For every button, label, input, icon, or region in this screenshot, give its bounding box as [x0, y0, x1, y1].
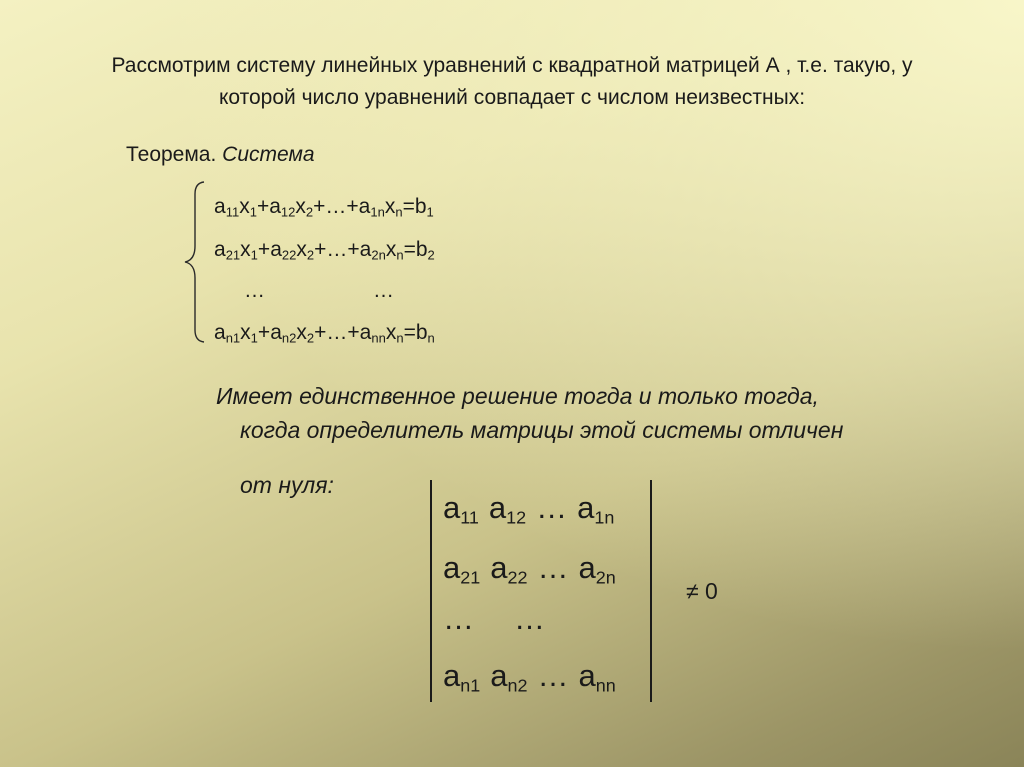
determinant-row-2: $a_{21}$ $a_{22}$ … $a_{2n}$: [443, 550, 616, 588]
intro-line-1: Рассмотрим систему линейных уравнений с квадратной матрицей А , т.е. такую, у: [111, 54, 913, 77]
system-equation-2: $a_{21}x_1+a_{22}x_2+\dots+a_{2n}x_n=b_2$: [214, 238, 435, 263]
not-equal-zero: ≠ 0: [686, 578, 718, 604]
determinant-right-bar: [650, 480, 652, 702]
determinant-row-n: $a_{n1}$ $a_{n2}$ … $a_{nn}$: [443, 658, 616, 696]
theorem-heading: [126, 143, 315, 167]
curly-brace-icon: [182, 180, 208, 344]
theorem-word: Система: [222, 143, 315, 166]
system-ellipsis-row: [244, 280, 394, 301]
theorem-label: Теорема.: [126, 143, 217, 166]
system-ellipsis-left: …: [244, 279, 265, 302]
determinant-row-1: $a_{11}$ $a_{12}$ … $a_{1n}$: [443, 490, 615, 528]
system-equation-1: $a_{11}x_1+a_{12}x_2+\dots+a_{1n}x_n=b_1$: [214, 195, 434, 220]
determinant-ellipsis-right: …: [514, 601, 545, 636]
claim-line-1: Имеет единственное решение тогда и только тогда,: [216, 383, 819, 409]
claim-line-2: когда определитель матрицы этой системы отличен: [240, 417, 844, 443]
intro-line-2: которой число уравнений совпадает с числом неизвестных:: [218, 86, 806, 109]
determinant-left-bar: [430, 480, 432, 702]
determinant-ellipsis-row: [443, 603, 545, 634]
claim-line-3: от нуля:: [240, 472, 334, 498]
determinant-ellipsis-left: …: [443, 601, 474, 636]
intro-paragraph: [40, 50, 984, 114]
system-equation-n: $a_{n1}x_1+a_{n2}x_2+\dots+a_{nn}x_n=b_n$: [214, 321, 435, 346]
system-ellipsis-right: …: [373, 279, 394, 302]
